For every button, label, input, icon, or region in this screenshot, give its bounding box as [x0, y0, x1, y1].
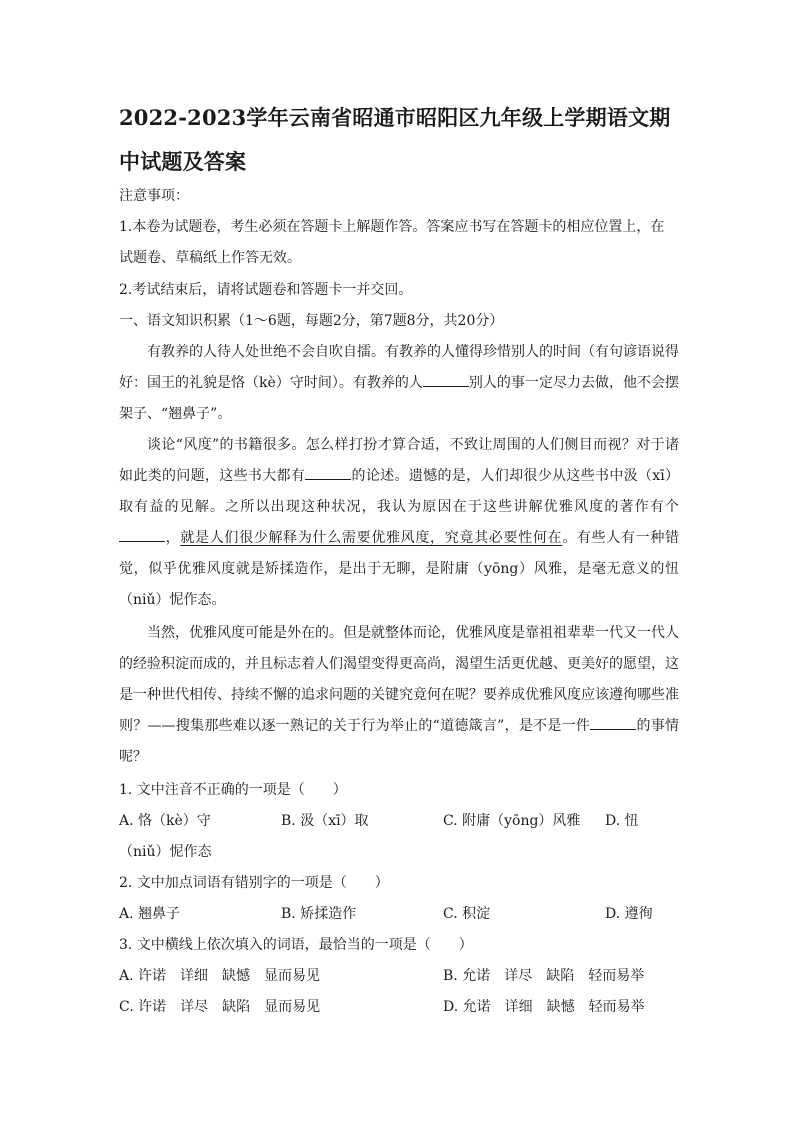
- passage-paragraph-2: 谈论“风度”的书籍很多。怎么样打扮才算合适，不致让周围的人们侧目而视？对于诸如此类的问题，这些书大都有 的论述。遗憾的是，人们却很少从这些书中汲（xī）取有益的见解。之所以出现这种状况，我认为原因在于这些讲解优雅风度的著作有个，就是人们很少解释为什么需要优雅风度，究竟其必要性何在。有些人有一种错觉，似乎优雅风度就是矫揉造作，是出于无聊，是附庸（yōng）风雅，是毫无意义的忸（niǔ）怩作态。: [119, 437, 680, 608]
- question-1-option-c: C. 附庸（yōng）风雅: [443, 813, 581, 829]
- question-3-option-c: C. 许诺 详尽 缺陷 显而易见: [119, 999, 321, 1015]
- question-2-option-d: D. 遵徇: [605, 906, 653, 922]
- question-1-option-d-continuation: （niǔ）怩作态: [119, 844, 212, 860]
- underlined-sentence: 就是人们很少解释为什么需要优雅风度，究竟其必要性何在: [180, 530, 563, 546]
- question-2-option-a: A. 翘鼻子: [119, 906, 181, 922]
- passage-paragraph-3: 当然，优雅风度可能是外在的。但是就整体而论，优雅风度是靠祖祖辈辈一代又一代人的经验积淀而成的，并且标志着人们渴望变得更高尚，渴望生活更优越、更美好的愿望，这是一种世代相传、持续不懈的追求问题的关键究竟何在呢？要养成优雅风度应该遵徇哪些准则？——搜集那些难以逐一熟记的关于行为举止的“道德箴言”，是不是一件 的事情呢？: [119, 625, 679, 765]
- fill-blank-4: [590, 715, 636, 730]
- note-item-1-line-1: 1.本卷为试题卷，考生必须在答题卡上解题作答。答案应书写在答题卡的相应位置上，在: [119, 219, 665, 235]
- question-3-option-a: A. 许诺 详细 缺憾 显而易见: [119, 968, 321, 984]
- document-title: 2022-2023学年云南省昭通市昭阳区九年级上学期语文期中试题及答案: [119, 105, 671, 174]
- notes-heading: 注意事项：: [119, 188, 189, 204]
- question-2-option-b: B. 矫揉造作: [281, 906, 357, 922]
- question-3-option-b: B. 允诺 详尽 缺陷 轻而易举: [443, 968, 645, 984]
- note-item-2: 2.考试结束后，请将试题卷和答题卡一并交回。: [119, 282, 413, 298]
- question-2-option-c: C. 积淀: [443, 906, 491, 922]
- question-3-stem: 3. 文中横线上依次填入的词语，最恰当的一项是（ ）: [119, 937, 473, 953]
- question-2-stem: 2. 文中加点词语有错别字的一项是（ ）: [119, 875, 389, 891]
- fill-blank-3: [119, 527, 165, 542]
- section-heading: 一、语文知识积累（1～6题，每题2分，第7题8分，共20分）: [119, 313, 504, 329]
- question-1-stem: 1. 文中注音不正确的一项是（ ）: [119, 782, 347, 798]
- question-1-option-b: B. 汲（xī）取: [281, 813, 369, 829]
- question-1-option-d: D. 忸: [605, 813, 639, 829]
- question-1-option-a: A. 恪（kè）守: [119, 813, 211, 829]
- fill-blank-1: [423, 372, 469, 387]
- fill-blank-2: [305, 465, 351, 480]
- note-item-1-line-2: 试题卷、草稿纸上作答无效。: [119, 250, 301, 266]
- question-3-option-d: D. 允诺 详细 缺憾 轻而易举: [443, 999, 645, 1015]
- passage-paragraph-1: 有教养的人待人处世绝不会自吹自擂。有教养的人懂得珍惜别人的时间（有句谚语说得好：国王的礼貌是恪（kè）守时间）。有教养的人 别人的事一定尽力去做，他不会摆架子、“翘鼻子”。: [119, 344, 679, 422]
